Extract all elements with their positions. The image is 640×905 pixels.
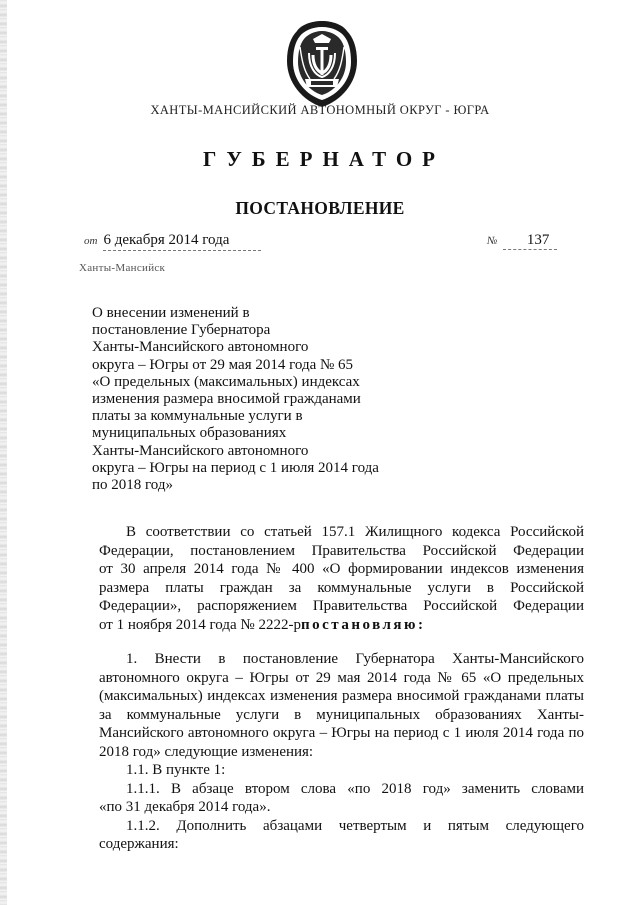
item-1-1-1 bbox=[99, 780, 584, 817]
item-1-line: автономного округа – Югры от 29 мая 2014 года № 65 «О предельных bbox=[99, 669, 584, 686]
item-1-1-1-line: 1.1.1. В абзаце втором слова «по 2018 год» заменить словами bbox=[126, 780, 584, 797]
title-line: постановление Губернатора bbox=[92, 322, 271, 339]
authority-title: ГУБЕРНАТОР bbox=[202, 147, 446, 171]
decree-date bbox=[84, 232, 261, 251]
item-1-1-1-line: «по 31 декабря 2014 года». bbox=[99, 799, 271, 815]
item-1-1-2-line: содержания: bbox=[99, 836, 179, 852]
item-1-line: за коммунальные услуги в муниципальных образованиях Ханты- bbox=[99, 706, 584, 723]
item-1-line: Мансийского автономного округа – Югры на период с 1 июля 2014 года по bbox=[99, 725, 584, 741]
title-line: округа – Югры от 29 мая 2014 года № 65 bbox=[92, 356, 354, 373]
title-line: муниципальных образованиях bbox=[92, 425, 287, 442]
number-value: 137 bbox=[503, 232, 557, 250]
date-value: 6 декабря 2014 года bbox=[103, 232, 261, 251]
preamble-line: Федерации, постановлением Правительства Российской Федерации bbox=[99, 542, 584, 559]
item-1-1-2-line: 1.1.2. Дополнить абзацами четвертым и пятым следующего bbox=[126, 817, 584, 834]
preamble-line: Федерации», распоряжением Правительства Российской Федерации bbox=[99, 598, 584, 614]
preamble bbox=[99, 523, 584, 634]
decree-title bbox=[92, 305, 412, 494]
item-1-line: 1. Внести в постановление Губернатора Ханты-Мансийского bbox=[126, 651, 584, 667]
title-line: Ханты-Мансийского автономного bbox=[92, 339, 309, 356]
document-type: ПОСТАНОВЛЕНИЕ bbox=[235, 198, 405, 218]
decree-number bbox=[487, 232, 557, 250]
number-prefix: № bbox=[487, 235, 498, 247]
title-line: по 2018 год» bbox=[92, 477, 174, 494]
title-line: О внесении изменений в bbox=[92, 305, 250, 321]
resolve-word: постановляю: bbox=[300, 616, 426, 633]
date-prefix: от bbox=[84, 235, 98, 247]
item-1-1: 1.1. В пункте 1: bbox=[126, 762, 226, 778]
item-1-1-2 bbox=[99, 817, 584, 854]
decree-body bbox=[99, 523, 584, 854]
title-line: округа – Югры на период с 1 июля 2014 года bbox=[92, 459, 379, 476]
region-name: ХАНТЫ-МАНСИЙСКИЙ АВТОНОМНЫЙ ОКРУГ - ЮГРА bbox=[150, 103, 490, 117]
coat-of-arms-icon bbox=[283, 17, 361, 109]
preamble-line: от 30 апреля 2014 года № 400 «О формировании индексов изменения bbox=[99, 561, 584, 577]
title-line: изменения размера вносимой гражданами bbox=[92, 391, 361, 408]
city: Ханты-Мансийск bbox=[79, 262, 166, 274]
preamble-line bbox=[99, 616, 584, 635]
title-line: Ханты-Мансийского автономного bbox=[92, 442, 309, 459]
preamble-last: от 1 ноября 2014 года № 2222-р bbox=[99, 616, 301, 633]
item-1-line: 2018 год» следующие изменения: bbox=[99, 743, 314, 760]
preamble-line: В соответствии со статьей 157.1 Жилищного кодекса Российской bbox=[126, 524, 584, 540]
title-line: «О предельных (максимальных) индексах bbox=[92, 373, 360, 390]
scan-edge bbox=[0, 0, 7, 905]
title-line: платы за коммунальные услуги в bbox=[92, 408, 303, 425]
item-1-line: (максимальных) индексах изменения размера вносимой гражданами платы bbox=[99, 688, 584, 704]
preamble-line: размера платы граждан за коммунальные услуги в Российской bbox=[99, 579, 584, 596]
item-1 bbox=[99, 650, 584, 761]
